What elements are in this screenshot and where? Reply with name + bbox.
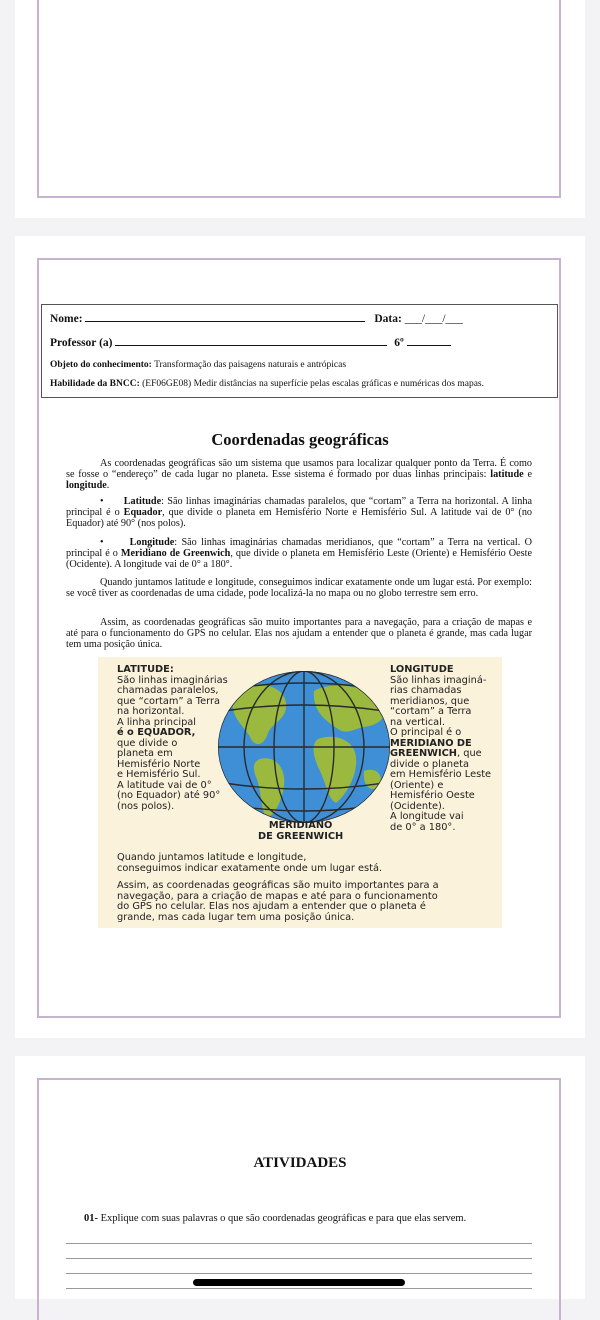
longitude-paragraph: • Longitude: São linhas imaginárias chamadas meridianos, que “cortam” a Terra na vertical. O principal é o Meridiano de Greenwich, que divide o planeta em Hemisfério Leste (Oriente) e Hemisfério Oeste (Ocidente). A longitude vai de 0° a 180°.	[66, 537, 532, 570]
activities-title: ATIVIDADES	[253, 1155, 347, 1171]
bullet-icon: •	[100, 496, 104, 507]
habilidade-text: (EF06GE08) Medir distâncias na superfície pelas escalas gráficas e numéricas dos mapas.	[142, 379, 485, 389]
answer-line[interactable]	[66, 1288, 532, 1289]
page-frame	[37, 0, 561, 198]
professor-label: Professor (a)	[50, 337, 113, 349]
date-field[interactable]: ___/___/___	[404, 313, 463, 325]
answer-line[interactable]	[66, 1258, 532, 1259]
answer-line[interactable]	[66, 1243, 532, 1244]
importance-paragraph: Assim, as coordenadas geográficas são muito importantes para a navegação, para a criação de mapas e até para o funcionamento do GPS no celular. Elas nos ajudam a entender que o planeta é grande, mas cada lugar tem uma posição única.	[66, 617, 532, 650]
bullet-icon: •	[100, 537, 104, 548]
intro-paragraph: As coordenadas geográficas são um sistema que usamos para localizar qualquer ponto da Terra. É como se fosse o “endereço” de cada lugar no planeta. Esse sistema é formado por duas linhas principais: latitude e longitude.	[66, 458, 532, 491]
date-label: Data:	[374, 313, 402, 325]
name-label: Nome:	[50, 313, 83, 325]
page-activities	[15, 1056, 585, 1299]
page-top	[15, 0, 585, 218]
grade-label: 6º	[394, 337, 404, 349]
latitude-title: LATITUDE:	[117, 664, 174, 675]
name-field[interactable]	[85, 311, 365, 322]
longitude-description: LONGITUDE São linhas imaginá- rias chamadas meridianos, que “cortam” a Terra na vertical. O principal é o MERIDIANO DE GREENWICH, que divide o planeta em Hemisfério Leste (Oriente) e Hemisfério Oeste (Ocidente). A longitude vai de 0° a 180°.	[390, 664, 492, 833]
home-indicator[interactable]	[193, 1279, 405, 1286]
greenwich-label: MERIDIANO DE GREENWICH	[258, 820, 344, 842]
longitude-title: LONGITUDE	[390, 664, 454, 675]
objeto-text: Transformação das paisagens naturais e antrópicas	[154, 360, 347, 370]
objeto-label: Objeto do conhecimento:	[50, 360, 152, 370]
question-1	[84, 1213, 466, 1224]
latitude-paragraph: • Latitude: São linhas imaginárias chamadas paralelos, que “cortam” a Terra na horizontal. A linha principal é o Equador, que divide o planeta em Hemisfério Norte e Hemisfério Sul. A latitude vai de 0° (no Equador) até 90° (nos polos).	[66, 496, 533, 529]
page-title: Coordenadas geográficas	[211, 430, 389, 449]
latitude-description: LATITUDE: São linhas imaginárias chamadas paralelos, que “cortam” a Terra na horizontal. A linha principal é o EQUADOR, que divide o planeta em Hemisfério Norte e Hemisfério Sul. A latitude vai de 0° (no Equador) até 90° (nos polos).	[117, 664, 228, 812]
professor-field[interactable]	[115, 335, 387, 346]
habilidade-label: Habilidade da BNCC:	[50, 379, 140, 389]
question-text: Explique com suas palavras o que são coordenadas geográficas e para que elas servem.	[98, 1213, 467, 1224]
question-number: 01-	[84, 1213, 98, 1224]
coordinates-infographic	[98, 657, 502, 928]
student-header	[41, 304, 558, 398]
combination-paragraph: Quando juntamos latitude e longitude, conseguimos indicar exatamente onde um lugar está. Por exemplo: se você tiver as coordenadas de uma cidade, pode localizá-la no mapa ou no globo terrestre sem erro.	[66, 577, 532, 599]
infographic-summary-2: Assim, as coordenadas geográficas são muito importantes para a navegação, para a criação de mapas e até para o funcionamento do GPS no celular. Elas nos ajudam a entender que o planeta é grande, mas cada lugar tem uma posição única.	[117, 880, 439, 923]
infographic-summary-1: Quando juntamos latitude e longitude, conseguimos indicar exatamente onde um lugar está.	[117, 852, 383, 874]
grade-field[interactable]	[407, 335, 451, 346]
answer-line[interactable]	[66, 1273, 532, 1274]
globe-illustration	[214, 667, 394, 827]
